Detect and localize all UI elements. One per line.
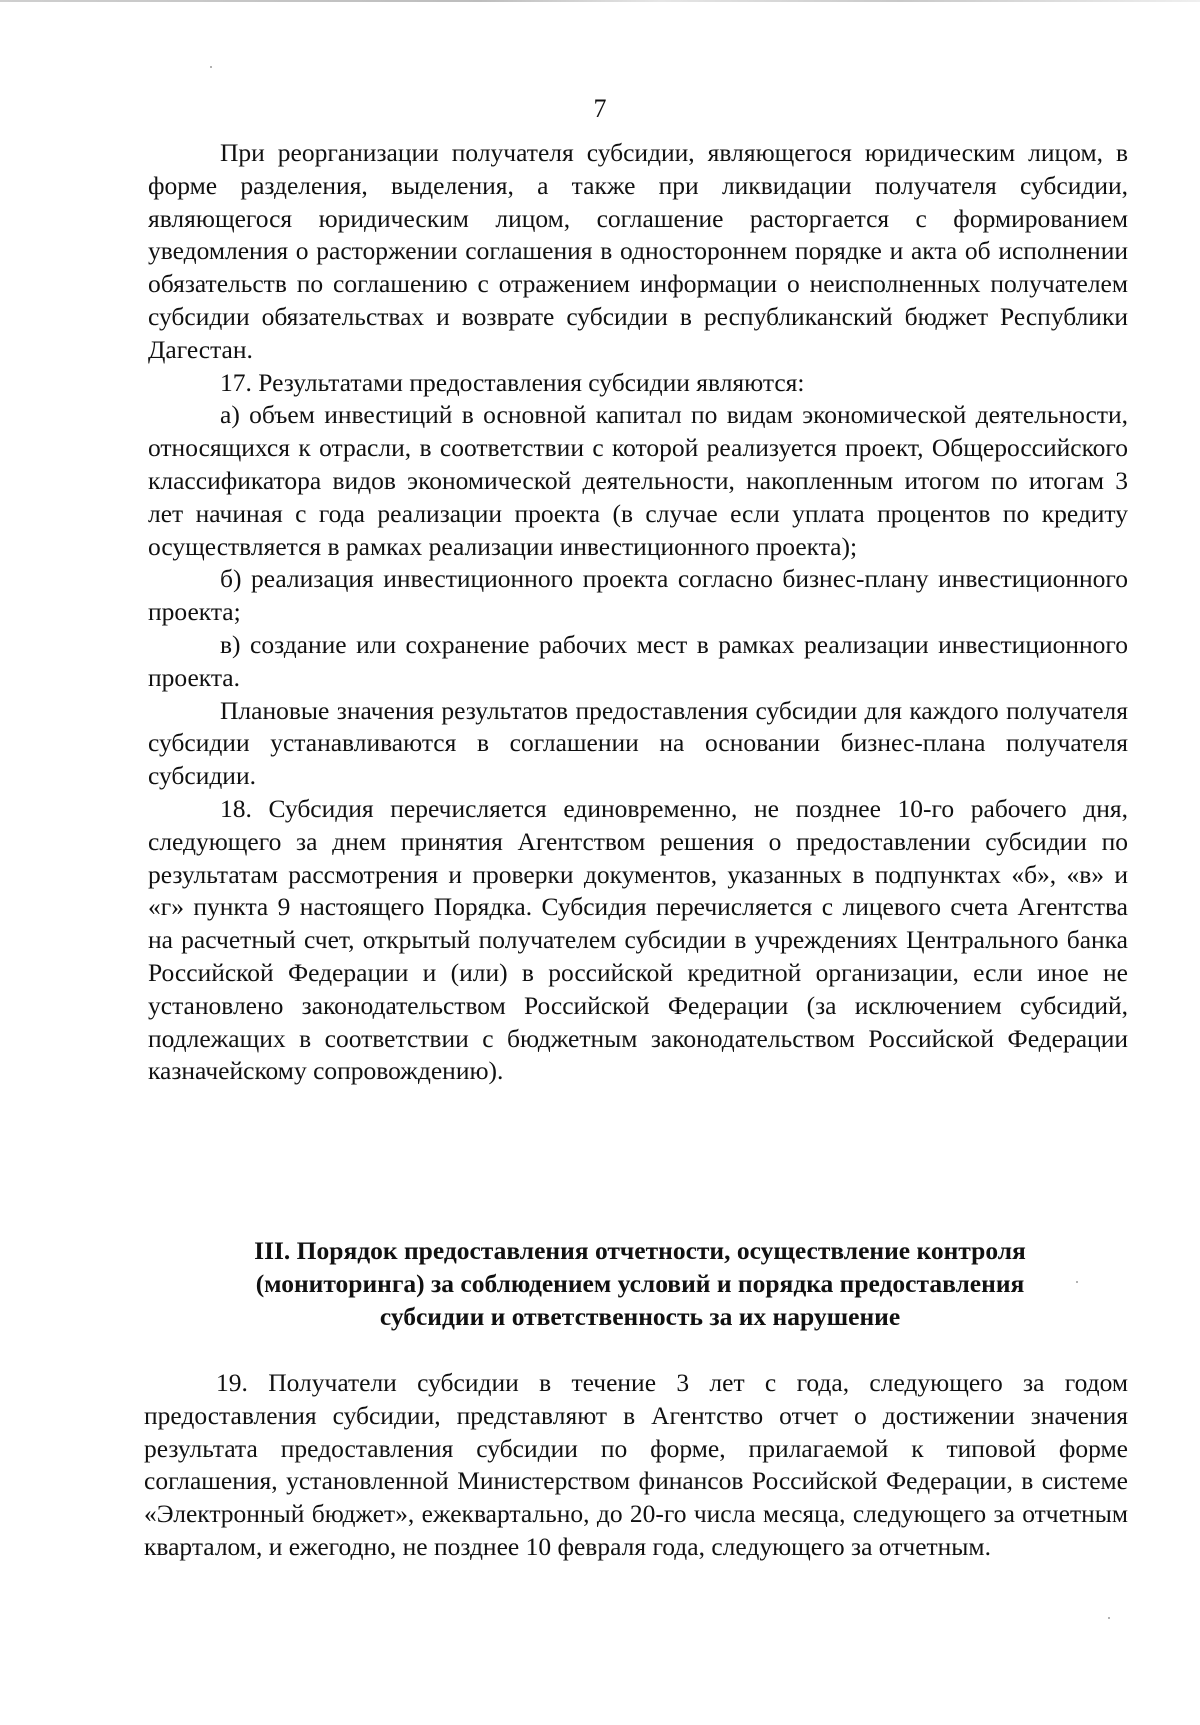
section-heading-line-2: (мониторинга) за соблюдением условий и порядка предоставления xyxy=(255,1268,1025,1298)
page-number: 7 xyxy=(593,94,607,123)
paragraph-17b: б) реализация инвестиционного проекта согласно бизнес-плану инвестиционного проекта; xyxy=(148,564,1128,627)
scan-speck xyxy=(1108,1617,1110,1619)
scan-speck xyxy=(1076,1281,1078,1283)
document-body-section-3 xyxy=(144,1367,1128,1564)
paragraph-19: 19. Получатели субсидии в течение 3 лет с года, следующего за годом предоставления субсидии, представляют в Агентство отчет о достижении значения результата предоставления субсидии по форме, прилагаемой к типовой форме соглашения, установленной Министерством финансов Российской Федерации, в системе «Электронный бюджет», ежеквартально, до 20-го числа месяца, следующего за отчетным кварталом, и ежегодно, не позднее 10 февраля года, следующего за отчетным. xyxy=(144,1368,1128,1561)
paragraph-reorganization: При реорганизации получателя субсидии, являющегося юридическим лицом, в форме разделения, выделения, а также при ликвидации получателя субсидии, являющегося юридическим лицом, соглашение расторгается с формированием уведомления о расторжении соглашения в одностороннем порядке и акта об исполнении обязательств по соглашению с отражением информации о неисполненных получателем субсидии обязательствах и возврате субсидии в республиканский бюджет Республики Дагестан. xyxy=(148,138,1128,364)
section-heading-line-3: субсидии и ответственность за их нарушение xyxy=(379,1301,901,1331)
scan-top-edge xyxy=(0,0,1200,2)
scan-speck xyxy=(210,66,212,68)
section-heading-line-1: III. Порядок предоставления отчетности, осуществление контроля xyxy=(254,1236,1026,1265)
paragraph-17-intro: 17. Результатами предоставления субсидии являются: xyxy=(220,367,805,397)
paragraph-18: 18. Субсидия перечисляется единовременно, не позднее 10-го рабочего дня, следующего за днем принятия Агентством решения о предоставлении субсидии по результатам рассмотрения и проверки документов, указанных в подпунктах «б», «в» и «г» пункта 9 настоящего Порядка. Субсидия перечисляется с лицевого счета Агентства на расчетный счет, открытый получателем субсидии в учреждениях Центрального банка Российской Федерации и (или) в российской кредитной организации, если иное не установлено законодательством Российской Федерации (за исключением субсидий, подлежащих в соответствии с бюджетным законодательством Российской Федерации казначейскому сопровождению). xyxy=(148,793,1128,1086)
paragraph-17v: в) создание или сохранение рабочих мест в рамках реализации инвестиционного проекта. xyxy=(148,629,1128,692)
document-body xyxy=(148,137,1128,1088)
paragraph-planned-values: Плановые значения результатов предоставления субсидии для каждого получателя субсидии устанавливаются в соглашении на основании бизнес-плана получателя субсидии. xyxy=(148,695,1128,791)
section-heading xyxy=(190,1235,1090,1333)
paragraph-17a: а) объем инвестиций в основной капитал по видам экономической деятельности, относящихся к отрасли, в соответствии с которой реализуется проект, Общероссийского классификатора видов экономической деятельности, накопленным итогом по итогам 3 лет начиная с года реализации проекта (в случае если уплата процентов по кредиту осуществляется в рамках реализации инвестиционного проекта); xyxy=(148,400,1128,561)
